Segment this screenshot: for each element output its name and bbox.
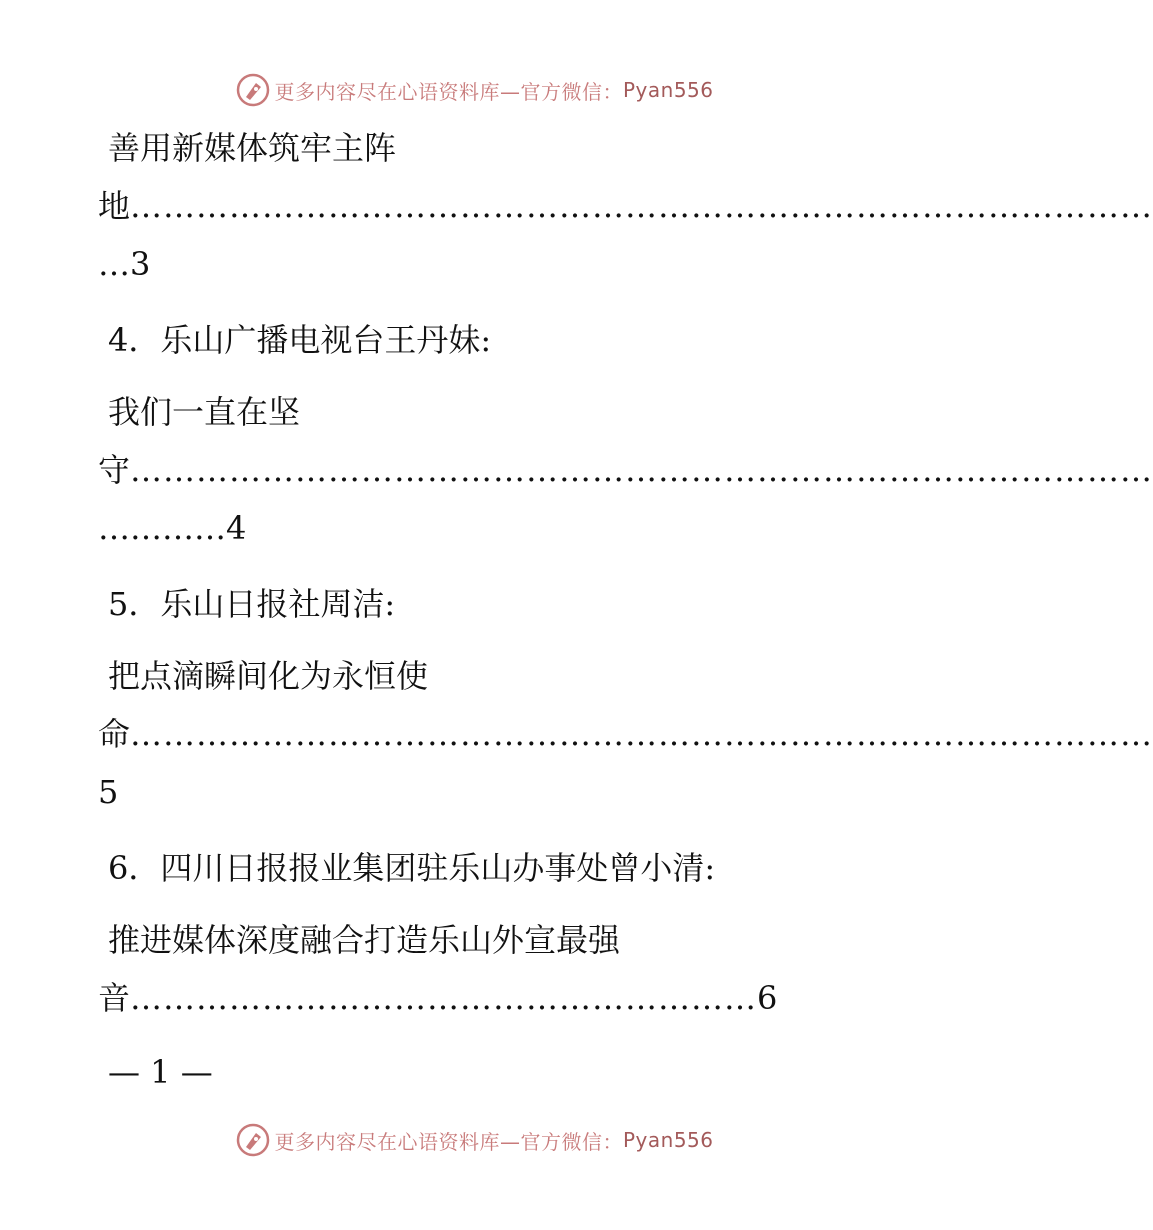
pen-nib-logo-icon	[236, 1123, 270, 1157]
page-number: — 1 —	[108, 1053, 213, 1091]
toc-entry-5-heading: 5．乐山日报社周洁:	[108, 585, 396, 623]
toc-entry-6-title-tail: 音	[98, 979, 131, 1017]
toc-entry-4-page: …………4	[98, 509, 247, 547]
toc-entry-3-page: …3	[98, 245, 151, 283]
footer-watermark	[0, 1120, 950, 1160]
watermark-wechat-id: Pyan556	[622, 78, 714, 102]
toc-entry-3-title-line2	[98, 186, 1153, 226]
toc-entry-6-heading: 6．四川日报报业集团驻乐山办事处曾小清:	[108, 849, 716, 887]
toc-entry-6-title-line1: 推进媒体深度融合打造乐山外宣最强	[108, 921, 621, 959]
toc-entry-3-title-line1: 善用新媒体筑牢主阵	[108, 129, 397, 167]
header-watermark	[0, 70, 950, 110]
toc-entry-5-title-line2	[98, 714, 1153, 754]
toc-entry-4-heading: 4．乐山广播电视台王丹妹:	[108, 321, 492, 359]
watermark-text: 更多内容尽在心语资料库—官方微信：	[274, 79, 623, 104]
toc-entry-5-title-tail: 命	[98, 715, 131, 753]
toc-entry-3-leader-dots: …………………………………………………………………………………	[130, 187, 1153, 225]
toc-entry-4-leader-dots: …………………………………………………………………………………	[130, 451, 1153, 489]
toc-entry-6-leader-dots: …………………………………………………6	[130, 979, 779, 1017]
toc-entry-4-title-tail: 守	[98, 451, 131, 489]
watermark-wechat-id: Pyan556	[622, 1128, 714, 1152]
toc-entry-3-title-tail: 地	[98, 187, 131, 225]
toc-entry-5-leader-dots: …………………………………………………………………………………	[130, 715, 1153, 753]
toc-entry-6-title-line2	[98, 978, 848, 1018]
toc-entry-5-title-line1: 把点滴瞬间化为永恒使	[108, 657, 429, 695]
toc-entry-4-title-line1: 我们一直在坚	[108, 393, 301, 431]
pen-nib-logo-icon	[236, 73, 270, 107]
watermark-text: 更多内容尽在心语资料库—官方微信：	[274, 1129, 623, 1154]
toc-entry-4-title-line2	[98, 450, 1153, 490]
toc-entry-5-page: 5	[98, 773, 119, 811]
